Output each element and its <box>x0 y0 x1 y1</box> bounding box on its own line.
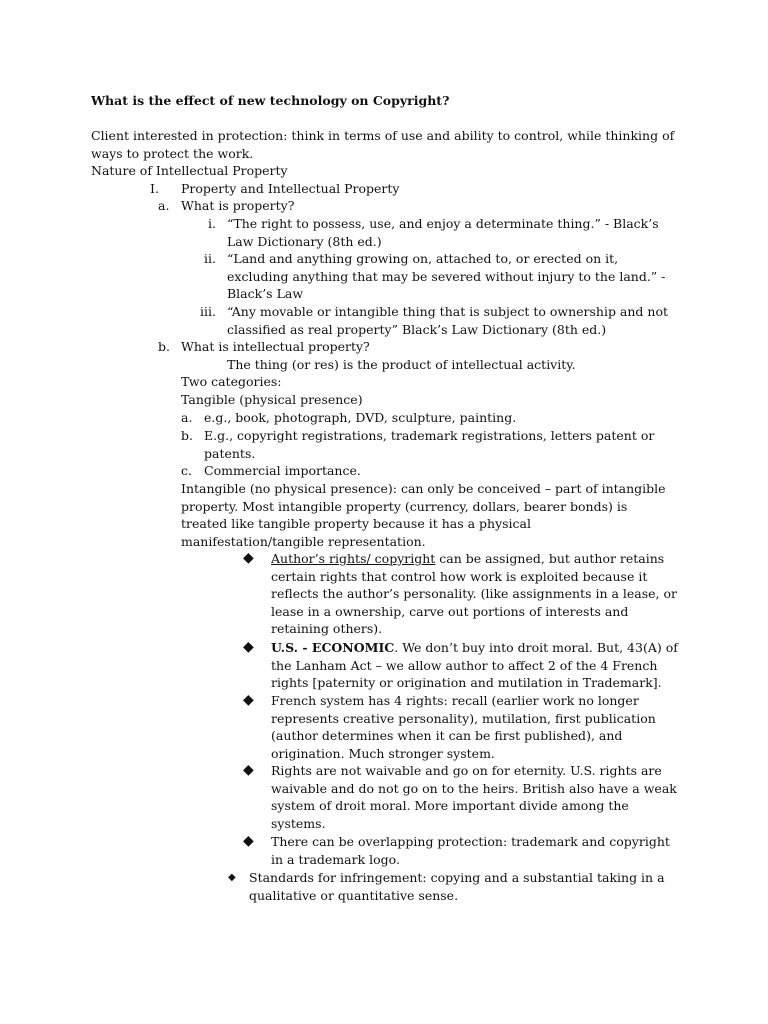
diamond-bullet-icon: ◆ <box>243 550 254 566</box>
bullet-lead: U.S. - ECONOMIC <box>271 640 395 655</box>
page-title: What is the effect of new technology on Copyright? <box>91 93 450 108</box>
outline-marker: I. <box>150 181 159 196</box>
standards-item: Standards for infringement: copying and a substantial taking in a qualitative or quantitative sense. <box>249 870 665 903</box>
diamond-bullet-icon: ◆ <box>243 762 254 778</box>
outline-item: What is intellectual property? <box>181 339 370 354</box>
intro-paragraph: Client interested in protection: think in terms of use and ability to control, while thinking of ways to protect the work. <box>91 128 675 161</box>
list-item: “The right to possess, use, and enjoy a determinate thing.” - Black’s Law Dictionary (8th ed.) <box>227 216 659 249</box>
tangible-line: Tangible (physical presence) <box>181 392 363 407</box>
outline-marker: a. <box>158 198 170 213</box>
list-item: e.g., book, photograph, DVD, sculpture, painting. <box>204 410 517 425</box>
list-marker: b. <box>181 428 193 443</box>
bullet-text: . We don’t buy into droit moral. But, 43(A) of the Lanham Act – we allow author to affect 2 of the 4 French rights [paternity or origination and mutilation in Trademark]. <box>271 640 678 690</box>
bullet-item: Rights are not waivable and go on for eternity. U.S. rights are waivable and do not go on to the heirs. British also have a weak system of droit moral. More important divide among the systems. <box>271 763 677 831</box>
diamond-bullet-icon: ◆ <box>243 639 254 655</box>
list-marker: a. <box>181 410 193 425</box>
list-item: “Any movable or intangible thing that is subject to ownership and not classified as real property” Black’s Law Dictionary (8th ed.) <box>227 304 669 337</box>
diamond-bullet-icon: ◆ <box>243 692 254 708</box>
bullet-item: French system has 4 rights: recall (earlier work no longer represents creative personality), mutilation, first publication (author determines when it can be first published), and origination. Much stronger system. <box>271 693 656 761</box>
list-marker: ii. <box>204 251 216 266</box>
section-heading: Nature of Intellectual Property <box>91 163 288 178</box>
bullet-lead: Author’s rights/ copyright <box>271 551 436 566</box>
two-categories-line: Two categories: <box>181 374 282 389</box>
outline-marker: b. <box>158 339 170 354</box>
small-diamond-bullet-icon: ◆ <box>228 872 236 883</box>
diamond-bullet-icon: ◆ <box>243 833 254 849</box>
bullet-text: can be assigned, but author retains certain rights that control how work is exploited because it reflects the author’s personality. (like assignments in a lease, or lease in a ownership, carve out portions of interests and retaining others). <box>271 551 678 636</box>
res-line: The thing (or res) is the product of intellectual activity. <box>227 357 576 372</box>
list-item: E.g., copyright registrations, trademark registrations, letters patent or patents. <box>204 428 655 461</box>
list-marker: c. <box>181 463 192 478</box>
bullet-item <box>271 639 679 692</box>
list-item: Commercial importance. <box>204 463 361 478</box>
list-marker: i. <box>208 216 216 231</box>
outline-item: What is property? <box>181 198 295 213</box>
intangible-paragraph: Intangible (no physical presence): can only be conceived – part of intangible property. Most intangible property (currency, dollars, bearer bonds) is treated like tangible property because it has a physical manifestation/tangible representation. <box>181 481 666 549</box>
list-item: “Land and anything growing on, attached to, or erected on it, excluding anything that may be severed without injury to the land.” - Black’s Law <box>227 251 666 301</box>
outline-heading: Property and Intellectual Property <box>181 181 400 196</box>
list-marker: iii. <box>200 304 216 319</box>
bullet-item <box>271 550 679 638</box>
bullet-item: There can be overlapping protection: trademark and copyright in a trademark logo. <box>271 834 670 867</box>
